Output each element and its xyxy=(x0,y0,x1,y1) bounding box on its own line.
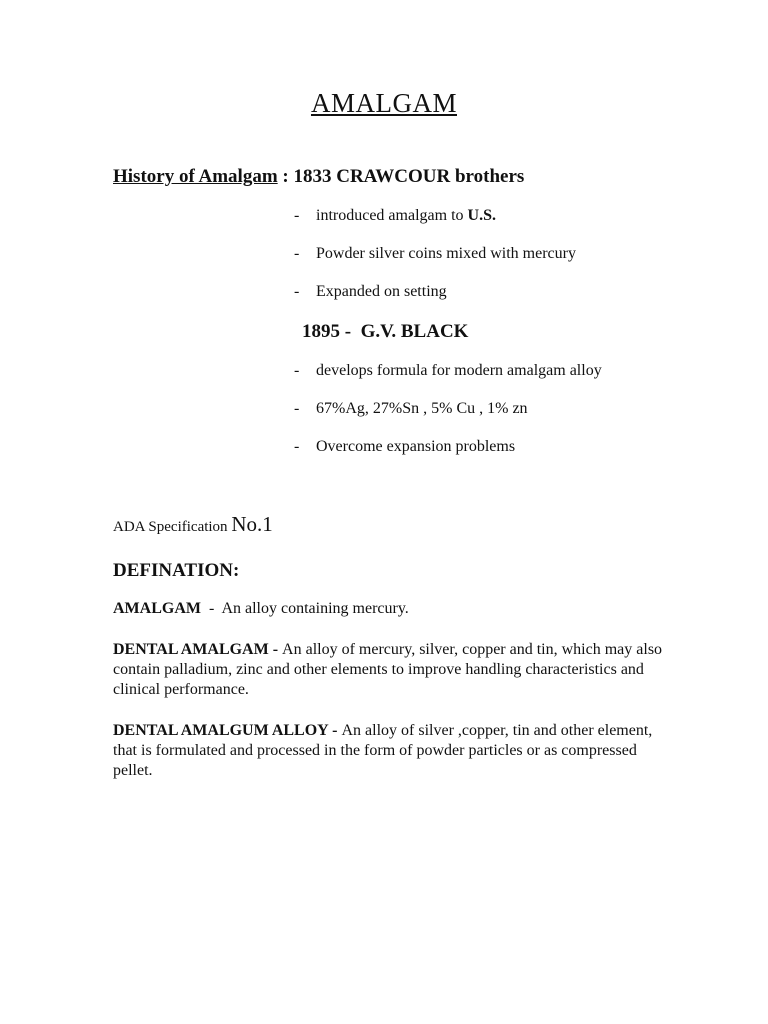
definition-text: An alloy of silver ,copper, tin and other element, that is formulated and processed in the form of powder particles or as compressed pellet. xyxy=(113,722,653,779)
definition-text: An alloy of mercury, silver, copper and tin, which may also contain palladium, zinc and other elements to improve handling characteristics and clinical performance. xyxy=(113,641,663,698)
history-text: 1833 CRAWCOUR brothers xyxy=(293,166,525,187)
definition-term: AMALGAM xyxy=(113,600,201,617)
definition-heading: DEFINATION: xyxy=(113,560,240,581)
history-heading xyxy=(113,166,524,188)
bullet-dash: - xyxy=(294,362,300,379)
list-item xyxy=(294,437,602,475)
definition-term: DENTAL AMALGAM xyxy=(113,641,269,658)
bullet-dash: - xyxy=(294,283,300,300)
bullet-bold-text: U.S. xyxy=(467,207,496,224)
bullet-text: 67%Ag, 27%Sn , 5% Cu , 1% zn xyxy=(316,400,528,417)
bullet-text: introduced amalgam to xyxy=(316,207,468,224)
list-item xyxy=(294,361,602,399)
definition-separator: - xyxy=(268,641,283,658)
definition-separator: - xyxy=(200,600,222,617)
bullet-text: Overcome expansion problems xyxy=(316,438,516,455)
gv-name: G.V. BLACK xyxy=(360,321,469,342)
ada-number: No.1 xyxy=(231,512,273,536)
list-item xyxy=(294,206,576,244)
definition-term: DENTAL AMALGUM ALLOY xyxy=(113,722,329,739)
list-item xyxy=(294,282,576,320)
definition-amalgam xyxy=(113,599,673,619)
bullet-dash: - xyxy=(294,400,300,417)
bullet-dash: - xyxy=(294,438,300,455)
gv-bullet-list xyxy=(294,361,602,475)
definition-dental-amalgam xyxy=(113,640,673,700)
page-title: AMALGAM xyxy=(310,88,457,118)
definition-text: An alloy containing mercury. xyxy=(221,600,409,617)
bullet-text: develops formula for modern amalgam alloy xyxy=(316,362,602,379)
bullet-dash: - xyxy=(294,245,300,262)
ada-specification xyxy=(113,512,273,537)
definition-separator: - xyxy=(328,722,342,739)
gv-separator: - xyxy=(340,321,361,342)
gv-black-heading xyxy=(302,321,468,343)
gv-year: 1895 xyxy=(302,321,340,342)
history-bullet-list xyxy=(294,206,576,320)
definition-dental-amalgum-alloy xyxy=(113,721,673,781)
history-separator: : xyxy=(277,166,294,187)
bullet-text: Powder silver coins mixed with mercury xyxy=(316,245,576,262)
list-item xyxy=(294,244,576,282)
bullet-text: Expanded on setting xyxy=(316,283,447,300)
bullet-dash: - xyxy=(294,207,300,224)
list-item xyxy=(294,399,602,437)
history-label: History of Amalgam xyxy=(113,166,278,187)
ada-label: ADA Specification xyxy=(113,519,232,535)
